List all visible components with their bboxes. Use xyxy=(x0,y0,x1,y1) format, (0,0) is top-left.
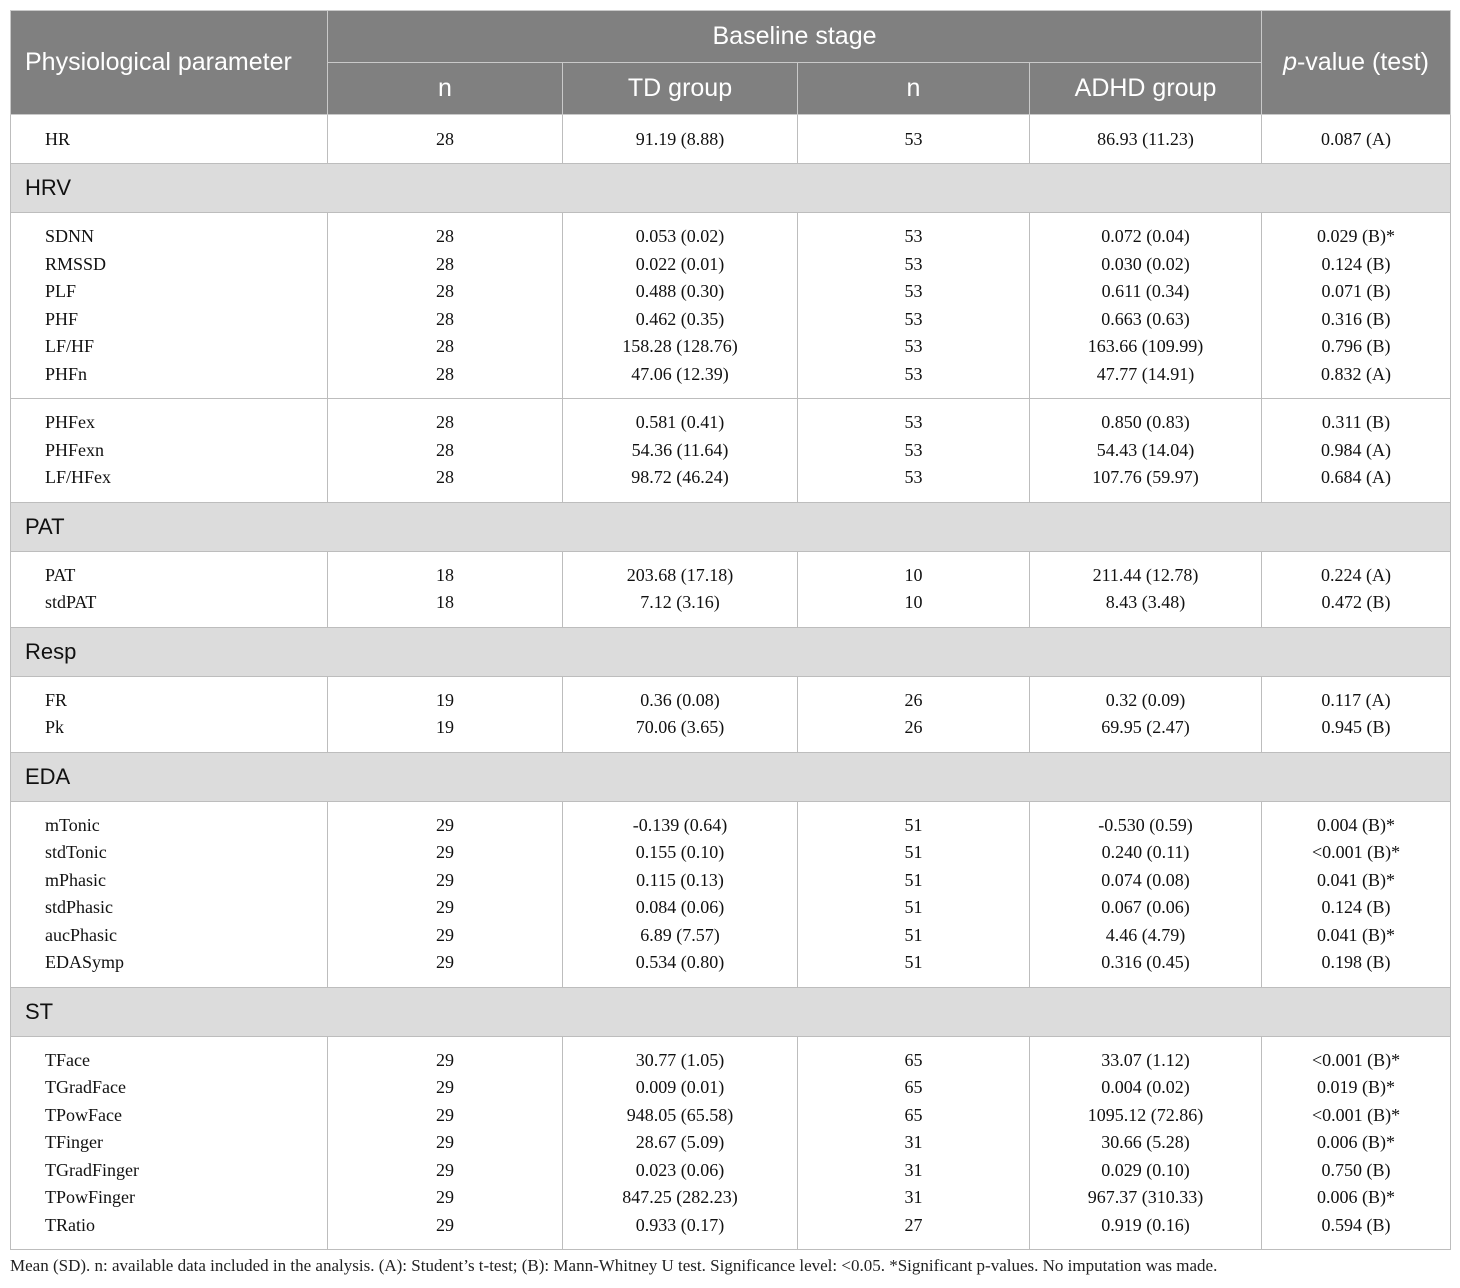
section-pat xyxy=(11,502,1451,551)
p-value: 0.750 (B) xyxy=(1262,1157,1451,1185)
n-td: 29 xyxy=(328,922,563,950)
table-row xyxy=(11,361,1451,399)
header-p-rest: -value (test) xyxy=(1296,48,1429,76)
param-name: Pk xyxy=(11,714,328,752)
results-table xyxy=(10,10,1451,1250)
table-row xyxy=(11,839,1451,867)
n-td: 29 xyxy=(328,839,563,867)
td-value: 0.933 (0.17) xyxy=(563,1212,798,1250)
n-adhd: 26 xyxy=(798,714,1030,752)
n-td: 29 xyxy=(328,1157,563,1185)
adhd-value: 163.66 (109.99) xyxy=(1030,333,1262,361)
p-value: 0.019 (B)* xyxy=(1262,1074,1451,1102)
table-body xyxy=(11,115,1451,1250)
header-n-td: n xyxy=(328,63,563,115)
n-td: 28 xyxy=(328,399,563,437)
td-value: 98.72 (46.24) xyxy=(563,464,798,502)
adhd-value: 4.46 (4.79) xyxy=(1030,922,1262,950)
table-row xyxy=(11,867,1451,895)
p-value: 0.124 (B) xyxy=(1262,251,1451,279)
p-value: 0.071 (B) xyxy=(1262,278,1451,306)
p-value: <0.001 (B)* xyxy=(1262,839,1451,867)
n-adhd: 53 xyxy=(798,115,1030,164)
td-value: 0.155 (0.10) xyxy=(563,839,798,867)
adhd-value: 0.316 (0.45) xyxy=(1030,949,1262,987)
table-row xyxy=(11,306,1451,334)
param-name: LF/HFex xyxy=(11,464,328,502)
adhd-value: 0.030 (0.02) xyxy=(1030,251,1262,279)
p-value: 0.224 (A) xyxy=(1262,551,1451,589)
td-value: 0.084 (0.06) xyxy=(563,894,798,922)
table-row xyxy=(11,1102,1451,1130)
table-footnote: Mean (SD). n: available data included in the analysis. (A): Student’s t-test; (B): Mann-Whitney U test. Significance level: <0.05. *Significant p-values. No imputation was made. xyxy=(10,1256,1218,1275)
adhd-value: 0.074 (0.08) xyxy=(1030,867,1262,895)
n-adhd: 53 xyxy=(798,213,1030,251)
table-row xyxy=(11,333,1451,361)
adhd-value: 0.663 (0.63) xyxy=(1030,306,1262,334)
table-row xyxy=(11,115,1451,164)
param-name: HR xyxy=(11,115,328,164)
p-value: 0.594 (B) xyxy=(1262,1212,1451,1250)
p-value: 0.796 (B) xyxy=(1262,333,1451,361)
adhd-value: 0.611 (0.34) xyxy=(1030,278,1262,306)
p-value: 0.984 (A) xyxy=(1262,437,1451,465)
td-value: 7.12 (3.16) xyxy=(563,589,798,627)
n-td: 18 xyxy=(328,551,563,589)
n-adhd: 53 xyxy=(798,437,1030,465)
td-value: 0.053 (0.02) xyxy=(563,213,798,251)
td-value: 0.581 (0.41) xyxy=(563,399,798,437)
param-name: PHFex xyxy=(11,399,328,437)
p-value: 0.087 (A) xyxy=(1262,115,1451,164)
td-value: 0.009 (0.01) xyxy=(563,1074,798,1102)
adhd-value: 0.919 (0.16) xyxy=(1030,1212,1262,1250)
p-value: 0.006 (B)* xyxy=(1262,1129,1451,1157)
n-adhd: 53 xyxy=(798,306,1030,334)
p-value: 0.832 (A) xyxy=(1262,361,1451,399)
param-name: PHF xyxy=(11,306,328,334)
n-td: 29 xyxy=(328,1212,563,1250)
n-adhd: 53 xyxy=(798,278,1030,306)
p-value: 0.004 (B)* xyxy=(1262,801,1451,839)
n-td: 28 xyxy=(328,306,563,334)
param-name: TGradFinger xyxy=(11,1157,328,1185)
table-row xyxy=(11,1184,1451,1212)
p-value: <0.001 (B)* xyxy=(1262,1102,1451,1130)
n-adhd: 65 xyxy=(798,1074,1030,1102)
n-td: 29 xyxy=(328,1129,563,1157)
adhd-value: 0.029 (0.10) xyxy=(1030,1157,1262,1185)
n-adhd: 51 xyxy=(798,894,1030,922)
p-value: 0.029 (B)* xyxy=(1262,213,1451,251)
header-p-italic: p xyxy=(1283,48,1297,76)
n-adhd: 53 xyxy=(798,361,1030,399)
param-name: PHFn xyxy=(11,361,328,399)
table-row xyxy=(11,1036,1451,1074)
param-name: FR xyxy=(11,676,328,714)
td-value: 91.19 (8.88) xyxy=(563,115,798,164)
param-name: TFinger xyxy=(11,1129,328,1157)
n-td: 28 xyxy=(328,464,563,502)
td-value: 203.68 (17.18) xyxy=(563,551,798,589)
n-adhd: 27 xyxy=(798,1212,1030,1250)
adhd-value: -0.530 (0.59) xyxy=(1030,801,1262,839)
param-name: aucPhasic xyxy=(11,922,328,950)
td-value: 28.67 (5.09) xyxy=(563,1129,798,1157)
td-value: 0.534 (0.80) xyxy=(563,949,798,987)
section-title: EDA xyxy=(11,752,1451,801)
adhd-value: 0.072 (0.04) xyxy=(1030,213,1262,251)
td-value: 0.488 (0.30) xyxy=(563,278,798,306)
adhd-value: 0.240 (0.11) xyxy=(1030,839,1262,867)
n-adhd: 51 xyxy=(798,839,1030,867)
param-name: TRatio xyxy=(11,1212,328,1250)
param-name: mPhasic xyxy=(11,867,328,895)
n-adhd: 65 xyxy=(798,1102,1030,1130)
n-adhd: 51 xyxy=(798,867,1030,895)
n-td: 28 xyxy=(328,278,563,306)
p-value: 0.311 (B) xyxy=(1262,399,1451,437)
header-p-value xyxy=(1262,11,1451,115)
table-row xyxy=(11,1074,1451,1102)
p-value: 0.041 (B)* xyxy=(1262,922,1451,950)
param-name: TPowFace xyxy=(11,1102,328,1130)
adhd-value: 107.76 (59.97) xyxy=(1030,464,1262,502)
n-td: 28 xyxy=(328,361,563,399)
td-value: 158.28 (128.76) xyxy=(563,333,798,361)
param-name: PLF xyxy=(11,278,328,306)
adhd-value: 69.95 (2.47) xyxy=(1030,714,1262,752)
n-td: 29 xyxy=(328,949,563,987)
adhd-value: 8.43 (3.48) xyxy=(1030,589,1262,627)
table-row xyxy=(11,551,1451,589)
table-row xyxy=(11,1212,1451,1250)
adhd-value: 30.66 (5.28) xyxy=(1030,1129,1262,1157)
table-row xyxy=(11,922,1451,950)
section-hrv xyxy=(11,164,1451,213)
param-name: SDNN xyxy=(11,213,328,251)
n-td: 29 xyxy=(328,1036,563,1074)
table-row xyxy=(11,714,1451,752)
n-td: 29 xyxy=(328,894,563,922)
td-value: 70.06 (3.65) xyxy=(563,714,798,752)
n-adhd: 53 xyxy=(798,464,1030,502)
n-adhd: 51 xyxy=(798,922,1030,950)
table-row xyxy=(11,676,1451,714)
adhd-value: 0.850 (0.83) xyxy=(1030,399,1262,437)
p-value: 0.316 (B) xyxy=(1262,306,1451,334)
p-value: 0.124 (B) xyxy=(1262,894,1451,922)
n-adhd: 10 xyxy=(798,551,1030,589)
adhd-value: 967.37 (310.33) xyxy=(1030,1184,1262,1212)
n-adhd: 31 xyxy=(798,1157,1030,1185)
table-row xyxy=(11,278,1451,306)
n-adhd: 53 xyxy=(798,251,1030,279)
n-adhd: 31 xyxy=(798,1129,1030,1157)
section-title: PAT xyxy=(11,502,1451,551)
n-adhd: 65 xyxy=(798,1036,1030,1074)
td-value: 54.36 (11.64) xyxy=(563,437,798,465)
table-row xyxy=(11,437,1451,465)
td-value: 0.023 (0.06) xyxy=(563,1157,798,1185)
table-row xyxy=(11,1129,1451,1157)
p-value: 0.945 (B) xyxy=(1262,714,1451,752)
td-value: 0.36 (0.08) xyxy=(563,676,798,714)
p-value: 0.472 (B) xyxy=(1262,589,1451,627)
p-value: 0.006 (B)* xyxy=(1262,1184,1451,1212)
header-adhd-group: ADHD group xyxy=(1030,63,1262,115)
n-td: 28 xyxy=(328,213,563,251)
td-value: 0.115 (0.13) xyxy=(563,867,798,895)
td-value: 847.25 (282.23) xyxy=(563,1184,798,1212)
param-name: mTonic xyxy=(11,801,328,839)
param-name: stdPAT xyxy=(11,589,328,627)
param-name: RMSSD xyxy=(11,251,328,279)
td-value: 6.89 (7.57) xyxy=(563,922,798,950)
section-eda xyxy=(11,752,1451,801)
table-row xyxy=(11,251,1451,279)
section-st xyxy=(11,987,1451,1036)
header-baseline-stage: Baseline stage xyxy=(328,11,1262,63)
param-name: PAT xyxy=(11,551,328,589)
n-td: 29 xyxy=(328,867,563,895)
param-name: stdTonic xyxy=(11,839,328,867)
adhd-value: 211.44 (12.78) xyxy=(1030,551,1262,589)
table-header xyxy=(11,11,1451,115)
adhd-value: 47.77 (14.91) xyxy=(1030,361,1262,399)
table-row xyxy=(11,894,1451,922)
n-td: 29 xyxy=(328,1184,563,1212)
param-name: EDASymp xyxy=(11,949,328,987)
table-row xyxy=(11,1157,1451,1185)
param-name: LF/HF xyxy=(11,333,328,361)
param-name: TGradFace xyxy=(11,1074,328,1102)
adhd-value: 1095.12 (72.86) xyxy=(1030,1102,1262,1130)
table-row xyxy=(11,464,1451,502)
n-td: 19 xyxy=(328,714,563,752)
n-adhd: 51 xyxy=(798,949,1030,987)
table-row xyxy=(11,213,1451,251)
n-td: 29 xyxy=(328,1074,563,1102)
table-row xyxy=(11,801,1451,839)
param-name: stdPhasic xyxy=(11,894,328,922)
table-row xyxy=(11,399,1451,437)
section-title: ST xyxy=(11,987,1451,1036)
header-n-adhd: n xyxy=(798,63,1030,115)
adhd-value: 0.32 (0.09) xyxy=(1030,676,1262,714)
p-value: 0.041 (B)* xyxy=(1262,867,1451,895)
param-name: TPowFinger xyxy=(11,1184,328,1212)
td-value: 0.462 (0.35) xyxy=(563,306,798,334)
adhd-value: 0.004 (0.02) xyxy=(1030,1074,1262,1102)
adhd-value: 86.93 (11.23) xyxy=(1030,115,1262,164)
header-td-group: TD group xyxy=(563,63,798,115)
p-value: 0.684 (A) xyxy=(1262,464,1451,502)
p-value: <0.001 (B)* xyxy=(1262,1036,1451,1074)
table-row xyxy=(11,589,1451,627)
p-value: 0.198 (B) xyxy=(1262,949,1451,987)
param-name: PHFexn xyxy=(11,437,328,465)
td-value: 0.022 (0.01) xyxy=(563,251,798,279)
n-td: 18 xyxy=(328,589,563,627)
header-physiological-parameter: Physiological parameter xyxy=(11,11,328,115)
n-adhd: 53 xyxy=(798,333,1030,361)
section-title: HRV xyxy=(11,164,1451,213)
n-adhd: 26 xyxy=(798,676,1030,714)
n-td: 28 xyxy=(328,251,563,279)
td-value: 948.05 (65.58) xyxy=(563,1102,798,1130)
n-td: 29 xyxy=(328,801,563,839)
section-title: Resp xyxy=(11,627,1451,676)
adhd-value: 33.07 (1.12) xyxy=(1030,1036,1262,1074)
td-value: 30.77 (1.05) xyxy=(563,1036,798,1074)
td-value: 47.06 (12.39) xyxy=(563,361,798,399)
p-value: 0.117 (A) xyxy=(1262,676,1451,714)
td-value: -0.139 (0.64) xyxy=(563,801,798,839)
n-adhd: 31 xyxy=(798,1184,1030,1212)
n-adhd: 51 xyxy=(798,801,1030,839)
adhd-value: 0.067 (0.06) xyxy=(1030,894,1262,922)
section-resp xyxy=(11,627,1451,676)
n-td: 28 xyxy=(328,115,563,164)
n-td: 19 xyxy=(328,676,563,714)
param-name: TFace xyxy=(11,1036,328,1074)
n-td: 28 xyxy=(328,437,563,465)
table-row xyxy=(11,949,1451,987)
n-td: 29 xyxy=(328,1102,563,1130)
n-adhd: 53 xyxy=(798,399,1030,437)
n-adhd: 10 xyxy=(798,589,1030,627)
n-td: 28 xyxy=(328,333,563,361)
adhd-value: 54.43 (14.04) xyxy=(1030,437,1262,465)
